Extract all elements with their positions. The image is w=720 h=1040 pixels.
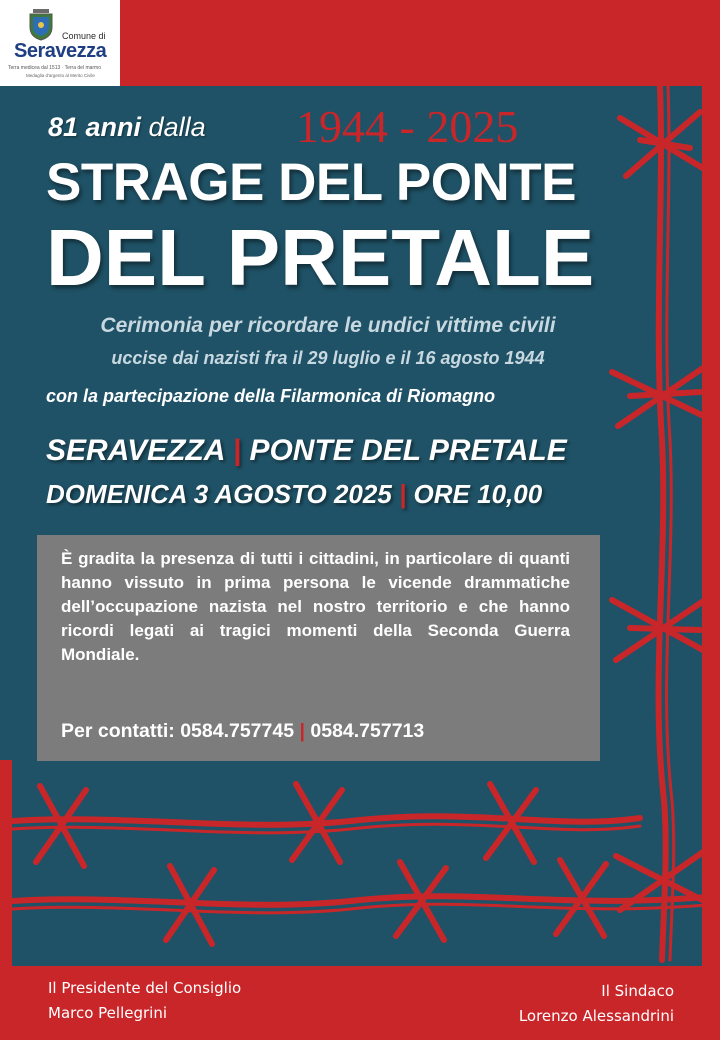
participation-text: con la partecipazione della Filarmonica di Riomagno xyxy=(46,386,496,406)
contacts-line xyxy=(61,720,424,743)
date-separator: | xyxy=(399,479,407,509)
phone-separator: | xyxy=(299,720,305,742)
place-separator: | xyxy=(232,434,242,467)
anniversary-subtitle xyxy=(48,112,206,143)
ceremony-description-1: Cerimonia per ricordare le undici vittime civili xyxy=(100,314,556,337)
contacts-label: Per contatti: xyxy=(61,720,181,742)
event-day: DOMENICA 3 AGOSTO 2025 xyxy=(46,479,392,509)
logo-medal-text: Medaglia d'argento al Merito Civile xyxy=(26,73,95,78)
event-place xyxy=(46,434,567,468)
coat-of-arms-icon xyxy=(27,5,55,41)
info-box xyxy=(37,535,600,761)
logo-motto: Terra medicea dal 1513 · Terra del marmo xyxy=(8,65,102,71)
anniversary-years: 81 anni xyxy=(48,112,142,142)
footer-mayor-role: Il Sindaco xyxy=(601,982,674,1000)
event-date xyxy=(46,479,542,510)
footer-mayor-name: Lorenzo Alessandrini xyxy=(518,1007,674,1025)
phone-1: 0584.757745 xyxy=(180,720,295,742)
logo-comune-di: Comune di xyxy=(62,31,106,41)
info-text: È gradita la presenza di tutti i cittadini, in particolare di quanti hanno vissuto in prima persona le vicende drammatiche dell’occupazione nazista nel nostro territorio e che hanno ricordi legati ai tragici momenti della Seconda Guerra Mondiale. xyxy=(61,549,570,664)
logo-town-name: Seravezza xyxy=(14,40,107,62)
ceremony-description-2: uccise dai nazisti fra il 29 luglio e il 16 agosto 1944 xyxy=(111,348,545,368)
place-bridge: PONTE DEL PRETALE xyxy=(249,434,567,467)
anniversary-dalla: dalla xyxy=(141,112,206,142)
place-town: SERAVEZZA xyxy=(46,434,225,467)
phone-2: 0584.757713 xyxy=(310,720,425,742)
year-range: 1944 - 2025 xyxy=(296,101,519,152)
footer-band xyxy=(0,966,720,1040)
comune-logo xyxy=(0,0,120,86)
event-time: ORE 10,00 xyxy=(413,479,543,509)
footer-president-name: Marco Pellegrini xyxy=(48,1004,167,1022)
title-line-2: DEL PRETALE xyxy=(46,213,595,302)
title-line-1: STRAGE DEL PONTE xyxy=(46,153,576,212)
footer-president-role: Il Presidente del Consiglio xyxy=(48,979,242,997)
